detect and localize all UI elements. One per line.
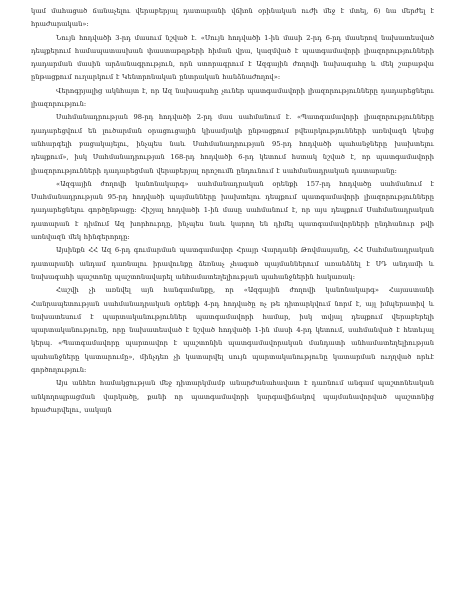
paragraph-article-4-duty: Հաշվի չի առնվել այն հանգամանքը, որ «Ազգային ժողովի կանոնակարգ» Հայաստանի Հանրապետության սահմանադրական օրենքի 4-րդ հոդվածը ոչ թե դիտարկվում նորմ է, այլ իմպերատիվ և նախատեսում է պարտականություններ պատգամավորի համար, իսկ տվյալ դեպքում վերաբերելի պարտականությունը, որը նախատեսված է նշված հոդվածի 1-ին մասի 4-րդ կետում, սահմանված է հետևյալ կերպ. «Պատգամավորը պարտավոր է պաշտոնին պատգամավորական մանդատի անհամատեղելիության պահանջները կատարումը», մինչդեռ չի կատարվել սույն պարտականությունը կատարման ուղղված որևէ գործողություն: (31, 286, 434, 375)
paragraph-constitution-article-98: Սահմանադրության 98-րդ հոդվածի 2-րդ մաս սահմանում է. «Պատգամավորի լիազորությունները դադարեցվում են լուծարման օրացուցային կիսամյակի ընթացքում բվեարկությունների առնվազն կեսից անհարգելի բացակայելու, ինչպես նաև Սահմանադրության 95-րդ հոդվածի պահանջները խախտելու դեպքում», իսկ Սահմանադրության 168-րդ հոդվածի 6-րդ կետում հստակ նշված է, որ պատգամավորի լիազորությունների դադարեցման վերաբերյալ որոշումն ընդունում է սահմանադրական դատարանը: (31, 113, 434, 175)
paragraph-rules-article-157: «Ազգային ժողովի կանոնակարգ» սահմանադրական օրենքի 157-րդ հոդվածը սահմանում է Սահմանադրության 95-րդ հոդվածի պայմանները խախտելու դեպքում պատգամավորի լիազորությունները դադարեցնելու գործընթացը: Հիշյալ հոդվածի 1-ին մասը սահմանում է, որ այս դեպքում Սահմանադրական դատարան է դիմում Ազ խորհուրդը, ինչպես նաև կարող են դիմել պատգամավորների ընդհանուր թվի առնվազն մեկ հինգերորդը: (31, 179, 434, 242)
paragraph-final: Այս անհեռ համակցության մեջ դիտարկմամբ անարժանահավատ է դառնում անգամ պաշտոնեական անկողոպրացման վարկածը, քանի որ պատգամավորի կարգավիճակով պայմանավորված պաշտոնից հրաժարվելու, սակայն (31, 379, 434, 414)
paragraph-incompatibility: Այսինքն ՀՀ Ազ 6-րդ գումարման պատգամավոր Հրայր Վարդանի Թովմասյանը, ՀՀ Սահմանադրական դատարանի անդամ դառնալու իրավունքը ձեռնաչ չհագած պայմաններում առանձնել է ՍԴ անդամի և նախագահի պաշտոնը պաշտոնավարել անհամատեղելիության պահանջներին հակառակ: (31, 246, 434, 281)
paragraph-article-part-3: Նույն հոդվածի 3-րդ մասում նշված է. «Սույն հոդվածի 1-ին մասի 2-րդ 6-րդ մասերով նախատեսված դեպքերում համապատասխան փաստաթղթերի հիման վրա, կազմված է պատգամավորի լիազորությունների դադարման մասին արձանագրություն, որն ստորագրում է Ազգային ժողովի նախագահը և մեկ շաբաթվա ընթացքում ուղարկում է Կենտրոնական ընտրական հանձնաժողով»: (31, 33, 434, 82)
paragraph-continuation: կամ մահացած ճանաչելու վերաբերյալ դատարանի վճիռն օրինական ուժի մեջ է մտել, 6) նա մերժել է հրաժարական»: (31, 7, 434, 29)
paragraph-conclusion: Վերոգրյալից ակնհայտ է, որ Ազ նախագահը չուներ պատգամավորի լիազորությունները դադարեցնելու լիազորություն: (31, 86, 434, 109)
